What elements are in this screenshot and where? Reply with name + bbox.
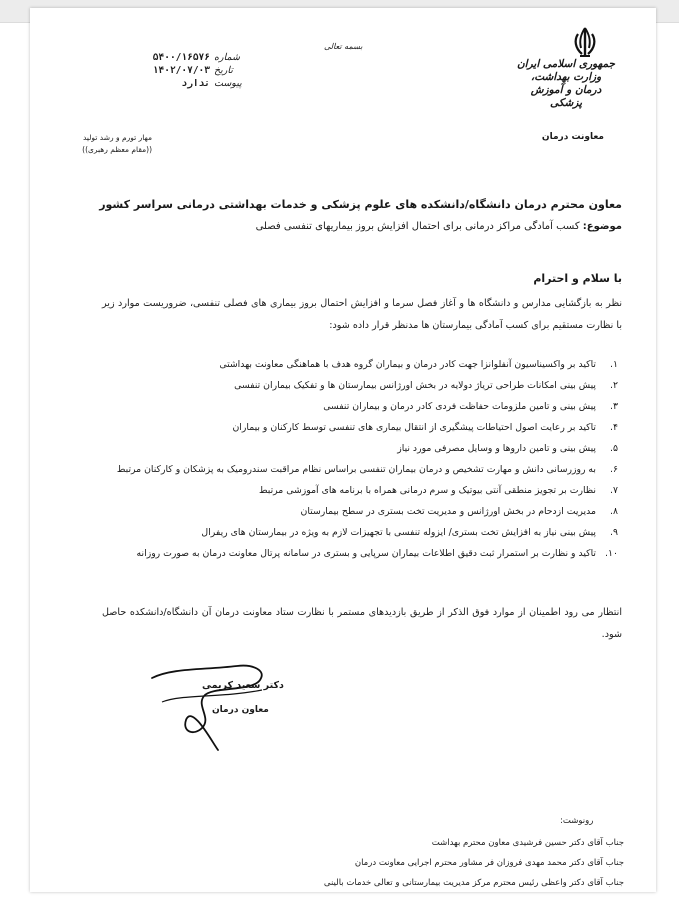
item-number: ۷. xyxy=(610,485,618,496)
cc-list xyxy=(270,833,624,893)
attachment-label: پیوست xyxy=(214,78,242,89)
list-item xyxy=(106,396,618,417)
intro-paragraph: نظر به بازگشایی مدارس و دانشگاه ها و آغاز فصل سرما و افزایش احتمال بروز بیماری های فصلی تنفسی، ضروریست موارد زیر با نظارت مستقیم برای کسب آمادگی بیمارستان ها مدنظر قرار داده شود: xyxy=(102,298,622,331)
ministry-line: جمهوری اسلامی ایران xyxy=(516,58,616,70)
item-number: ۵. xyxy=(610,443,618,454)
item-text: مدیریت ازدحام در بخش اورژانس و مدیریت تخت بستری در سطح بیمارستان xyxy=(300,506,596,517)
subject-line xyxy=(50,221,622,232)
number-label: شماره xyxy=(214,52,240,63)
item-number: ۲. xyxy=(610,380,618,391)
iran-emblem-icon xyxy=(570,26,600,60)
deputy-office: معاونت درمان xyxy=(541,132,604,142)
item-text: تاکید بر واکسیناسیون آنفلوانزا جهت کادر درمان و بیماران گروه هدف با هماهنگی معاونت بهداشتی xyxy=(219,359,596,370)
item-number: ۱۰. xyxy=(605,548,618,559)
list-item xyxy=(106,480,618,501)
instruction-list xyxy=(106,354,618,564)
list-item xyxy=(106,501,618,522)
signer-title: معاون درمان xyxy=(212,705,269,715)
closing-paragraph: انتظار می رود اطمینان از موارد فوق الذکر از طریق بازدیدهای مستمر با نظارت ستاد معاونت درمان آن دانشگاه/دانشکده حاصل شود. xyxy=(102,607,622,640)
subject-label: موضوع: xyxy=(582,221,622,232)
cc-item: جناب آقای دکتر واعظی رئیس محترم مرکز مدیریت بیمارستانی و تعالی خدمات بالینی xyxy=(323,878,624,888)
date-row xyxy=(102,65,252,78)
cc-item: جناب آقای دکتر محمد مهدی فروزان فر مشاور محترم اجرایی معاونت درمان xyxy=(354,858,624,868)
number-value: ۵۴۰۰/۱۶۵۷۶ xyxy=(152,52,210,63)
slogan-attribution: ((مقام معظم رهبری)) xyxy=(82,145,152,154)
item-text: پیش بینی و تامین داروها و وسایل مصرفی مورد نیاز xyxy=(397,443,596,454)
item-number: ۱. xyxy=(610,359,618,370)
ministry-letterhead xyxy=(516,58,616,110)
letter-meta xyxy=(102,52,252,91)
slogan xyxy=(42,132,152,156)
item-text: پیش بینی امکانات طراحی ترياژ دولايه در بخش اورژانس بیمارستان ها و تفکیک بیماران تنفسی xyxy=(234,380,596,391)
cc-item: جناب آقای دکتر حسین فرشیدی معاون محترم بهداشت xyxy=(431,838,624,848)
item-number: ۴. xyxy=(610,422,618,433)
signer-name: دکتر سعید کریمی xyxy=(202,680,284,691)
ministry-line: وزارت بهداشت، درمان و آموزش پزشکی xyxy=(530,71,602,109)
number-row xyxy=(102,52,252,65)
bismillah: بسمه تعالی xyxy=(324,42,363,51)
item-text: نظارت بر تجویز منطقی آنتی بیوتیک و سرم درمانی همراه با برنامه های آموزشی مرتبط xyxy=(258,485,596,496)
item-number: ۸. xyxy=(610,506,618,517)
cc-title: رونوشت: xyxy=(560,816,594,826)
salutation: با سلام و احترام xyxy=(533,272,622,285)
item-number: ۹. xyxy=(610,527,618,538)
list-item xyxy=(106,354,618,375)
attachment-value: ندارد xyxy=(181,78,210,89)
item-text: تاکید و نظارت بر استمرار ثبت دقیق اطلاعات بیماران سرپایی و بستری در سامانه پرتال معاونت درمان به صورت روزانه xyxy=(136,548,596,559)
subject-text: کسب آمادگی مراکز درمانی برای احتمال افزایش بروز بیماریهای تنفسی فصلی xyxy=(255,221,580,232)
item-text: به روزرسانی دانش و مهارت تشخیص و درمان بیماران تنفسی براساس نظام مراقبت سندرومیک به پزشکان و کارکنان مرتبط xyxy=(116,464,596,475)
list-item xyxy=(106,459,618,480)
list-item xyxy=(106,417,618,438)
list-item xyxy=(106,438,618,459)
item-number: ۳. xyxy=(610,401,618,412)
list-item xyxy=(106,375,618,396)
letter-page xyxy=(30,8,656,892)
date-label: تاریخ xyxy=(214,65,233,76)
attachment-row xyxy=(102,78,252,91)
slogan-line: مهار تورم و رشد تولید xyxy=(82,133,152,142)
list-item xyxy=(106,543,618,564)
date-value: ۱۴۰۲/۰۷/۰۳ xyxy=(152,65,210,76)
item-number: ۶. xyxy=(610,464,618,475)
addressee: معاون محترم درمان دانشگاه/دانشکده های علوم پزشکی و خدمات بهداشتی درمانی سراسر کشور xyxy=(99,198,622,211)
item-text: پیش بینی نیاز به افزایش تخت بستری/ ایزوله تنفسی با تجهیزات لازم به ویژه در بیمارستان های ریفرال xyxy=(201,527,596,538)
item-text: تاکید بر رعایت اصول احتیاطات پیشگیری از انتقال بیماری های تنفسی توسط کارکنان و بیماران xyxy=(232,422,596,433)
list-item xyxy=(106,522,618,543)
item-text: پیش بینی و تامین ملزومات حفاظت فردی کادر درمان و بیماران تنفسی xyxy=(323,401,596,412)
